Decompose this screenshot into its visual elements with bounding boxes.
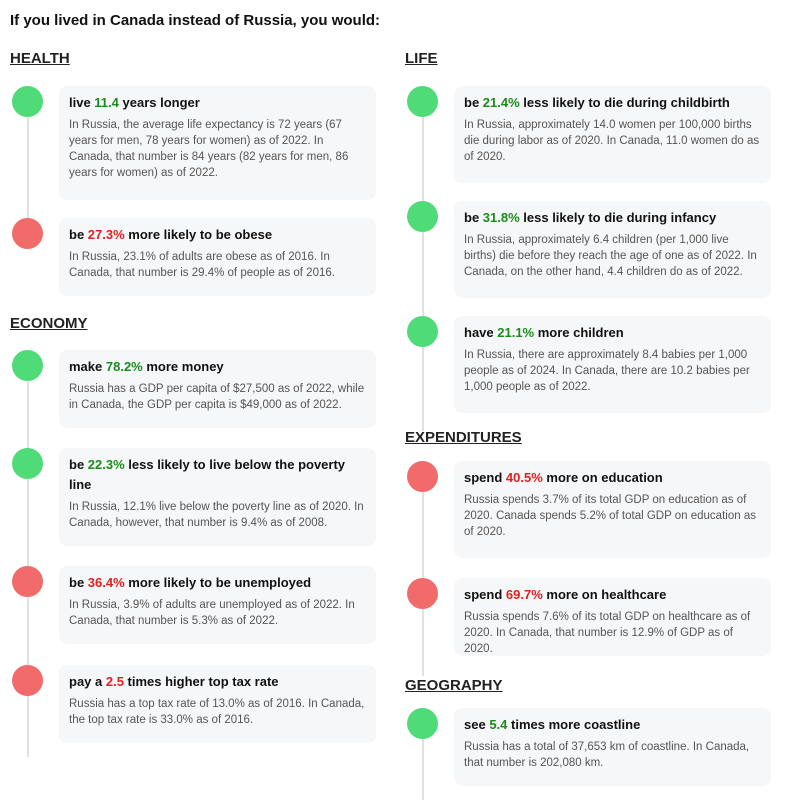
stat-value: 40.5% — [505, 470, 543, 485]
stat-value: 2.5 — [105, 674, 124, 689]
stat-detail: In Russia, there are approximately 8.4 babies per 1,000 people as of 2024. In Canada, there are 10.2 babies per 1,000 people as of 2022. — [464, 349, 750, 393]
stat-detail: In Russia, 12.1% live below the poverty line as of 2020. In Canada, however, that number is 9.4% as of 2008. — [69, 501, 364, 529]
stat-card — [454, 86, 771, 183]
good-indicator-dot — [407, 86, 438, 117]
stat-detail: In Russia, 23.1% of adults are obese as of 2016. In Canada, that number is 29.4% of people as of 2016. — [69, 251, 335, 279]
section-title-life: LIFE — [405, 50, 438, 67]
stat-value: 5.4 — [489, 717, 508, 732]
good-indicator-dot — [12, 350, 43, 381]
stat-card — [59, 350, 376, 428]
stat-value: 22.3% — [87, 457, 125, 472]
stat-value: 27.3% — [87, 227, 125, 242]
stat-value: 78.2% — [105, 359, 143, 374]
stat-headline: be 27.3% more likely to be obese — [69, 227, 273, 242]
stat-card — [454, 708, 771, 786]
good-indicator-dot — [407, 201, 438, 232]
stat-detail: Russia spends 7.6% of its total GDP on healthcare as of 2020. In Canada, that number is 12.9% of GDP as of 2020. — [464, 611, 751, 655]
stat-detail: Russia spends 3.7% of its total GDP on education as of 2020. Canada spends 5.2% of total GDP on education as of 2020. — [464, 494, 756, 538]
stat-detail: In Russia, approximately 14.0 women per 100,000 births die during labor as of 2020. In Canada, 11.0 women do as of 2020. — [464, 119, 760, 163]
good-indicator-dot — [407, 316, 438, 347]
stat-card — [454, 201, 771, 298]
stat-headline: spend 69.7% more on healthcare — [464, 587, 667, 602]
bad-indicator-dot — [407, 578, 438, 609]
stat-detail: Russia has a GDP per capita of $27,500 as of 2022, while in Canada, the GDP per capita is $49,000 as of 2022. — [69, 383, 365, 411]
good-indicator-dot — [12, 448, 43, 479]
economy-timeline-line — [27, 365, 29, 757]
stat-value: 21.1% — [497, 325, 535, 340]
stat-card — [454, 461, 771, 558]
bad-indicator-dot — [12, 566, 43, 597]
stat-headline: be 21.4% less likely to die during childbirth — [464, 95, 730, 110]
stat-card — [59, 86, 376, 200]
section-title-geography: GEOGRAPHY — [405, 677, 503, 694]
stat-detail: In Russia, the average life expectancy is 72 years (67 years for men, 78 years for women) as of 2022. In Canada, that number is 84 years (82 years for men, 86 years for women) as of 2022. — [69, 119, 349, 179]
stat-headline: see 5.4 times more coastline — [464, 717, 641, 732]
stat-headline: make 78.2% more money — [69, 359, 224, 374]
bad-indicator-dot — [407, 461, 438, 492]
stat-detail: Russia has a total of 37,653 km of coastline. In Canada, that number is 202,080 km. — [464, 741, 750, 769]
stat-detail: In Russia, approximately 6.4 children (per 1,000 live births) die before they reach the age of one as of 2022. In Canada, on the other hand, 4.4 children do as of 2022. — [464, 234, 757, 278]
expenditures-timeline-line — [422, 476, 424, 676]
stat-card — [59, 448, 376, 546]
right-column — [395, 0, 780, 800]
good-indicator-dot — [12, 86, 43, 117]
stat-value: 31.8% — [482, 210, 520, 225]
bad-indicator-dot — [12, 218, 43, 249]
stat-headline: be 22.3% less likely to live below the poverty line — [69, 457, 346, 492]
page-title: If you lived in Canada instead of Russia, you would: — [10, 12, 381, 29]
stat-card — [59, 665, 376, 743]
stat-headline: pay a 2.5 times higher top tax rate — [69, 674, 279, 689]
stat-value: 36.4% — [87, 575, 125, 590]
section-title-expenditures: EXPENDITURES — [405, 429, 522, 446]
section-title-economy: ECONOMY — [10, 315, 88, 332]
stat-headline: live 11.4 years longer — [69, 95, 200, 110]
good-indicator-dot — [407, 708, 438, 739]
stat-card — [454, 578, 771, 656]
stat-value: 11.4 — [94, 95, 119, 110]
stat-detail: In Russia, 3.9% of adults are unemployed as of 2022. In Canada, that number is 5.3% as of 2022. — [69, 599, 355, 627]
stat-value: 21.4% — [482, 95, 520, 110]
stat-value: 69.7% — [505, 587, 543, 602]
health-timeline-line — [27, 101, 29, 227]
stat-card — [454, 316, 771, 413]
stat-card — [59, 218, 376, 296]
stat-headline: be 36.4% more likely to be unemployed — [69, 575, 312, 590]
stat-card — [59, 566, 376, 644]
stat-headline: be 31.8% less likely to die during infancy — [464, 210, 717, 225]
section-title-health: HEALTH — [10, 50, 70, 67]
life-timeline-line — [422, 101, 424, 431]
stat-headline: spend 40.5% more on education — [464, 470, 663, 485]
stat-headline: have 21.1% more children — [464, 325, 624, 340]
stat-detail: Russia has a top tax rate of 13.0% as of 2016. In Canada, the top tax rate is 33.0% as of 2016. — [69, 698, 365, 726]
bad-indicator-dot — [12, 665, 43, 696]
left-column — [0, 0, 385, 800]
